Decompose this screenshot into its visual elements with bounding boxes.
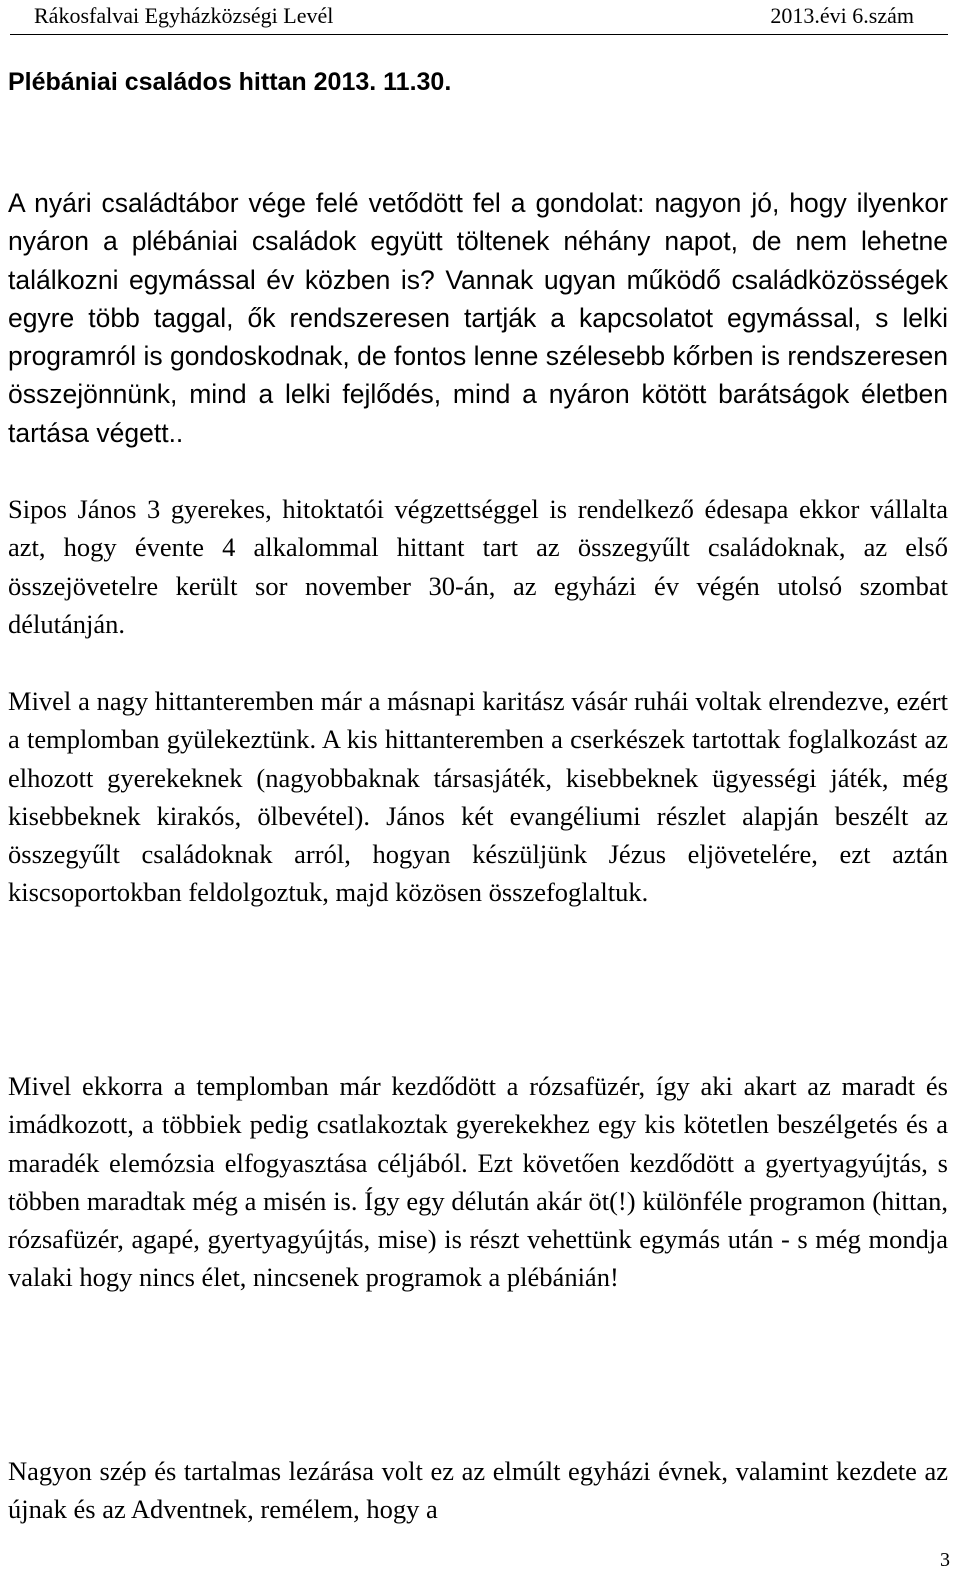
paragraph-5: Nagyon szép és tartalmas lezárása volt ez az elmúlt egyházi évnek, valamint kezdete az újnak és az Adventnek, remélem, hogy a bbox=[8, 1456, 948, 1525]
paragraph-1: A nyári családtábor vége felé vetődött fel a gondolat: nagyon jó, hogy ilyenkor nyáron a plébániai családok együtt töltenek néhány napot, de nem lehetne találkozni egymással év közben is? Vannak ugyan működő családközösségek egyre több taggal, ők rendszeresen tartják a kapcsolatot egymással, s lelki programról is gondoskodnak, de fontos lenne szélesebb kőrben is rendszeresen összejönnünk, mind a lelki fejlődés, mind a nyáron kötött barátságok életben tartása végett.. bbox=[8, 188, 948, 448]
page-number: 3 bbox=[940, 1549, 950, 1571]
running-header bbox=[10, 0, 948, 35]
newsletter-name: Rákosfalvai Egyházközségi Levél bbox=[34, 3, 334, 28]
article-title: Plébániai családos hittan 2013. 11.30. bbox=[8, 68, 452, 96]
issue-label: 2013.évi 6.szám bbox=[770, 3, 914, 28]
paragraph-2: Sipos János 3 gyerekes, hitoktatói végzettséggel is rendelkező édesapa ekkor vállalta azt, hogy évente 4 alkalommal hittant tart az összegyűlt családoknak, az első összejövetelre került sor november 30-án, az egyházi év végén utolsó szombat délutánján. bbox=[8, 494, 948, 639]
paragraph-4: Mivel ekkorra a templomban már kezdődött a rózsafüzér, így aki akart az maradt és imádkozott, a többiek pedig csatlakoztak gyerekekhez egy kis kötetlen beszélgetés és a maradék elemózsia elfogyasztása céljából. Ezt követően kezdődött a gyertyagyújtás, s többen maradtak még a misén is. Így egy délután akár öt(!) különféle programon (hittan, rózsafüzér, agapé, gyertyagyújtás, mise) is részt vehettünk egymás után - s még mondja valaki hogy nincs élet, nincsenek programok a plébánián! bbox=[8, 1071, 948, 1293]
paragraph-3: Mivel a nagy hittanteremben már a másnapi karitász vásár ruhái voltak elrendezve, ezért a templomban gyülekeztünk. A kis hittanteremben a cserkészek tartottak foglalkozást az elhozott gyerekeknek (nagyobbaknak társasjáték, kisebbeknek ügyességi játék, még kisebbeknek kirakós, ölbevétel). János két evangéliumi részlet alapján beszélt az összegyűlt családoknak arról, hogyan készüljünk Jézus eljövetelére, ezt aztán kiscsoportokban feldolgoztuk, majd közösen összefoglaltuk. bbox=[8, 686, 948, 908]
